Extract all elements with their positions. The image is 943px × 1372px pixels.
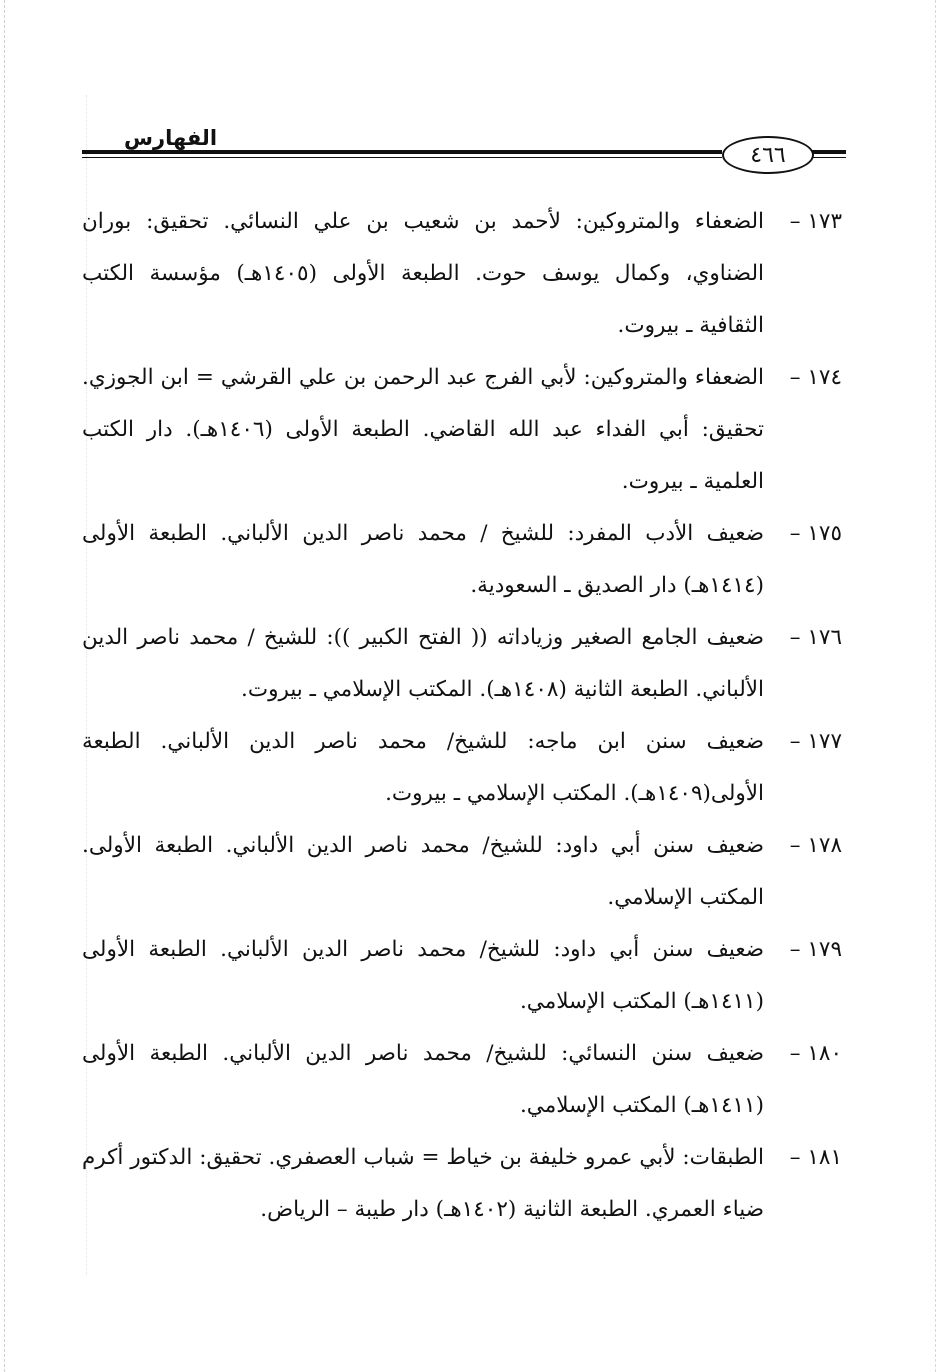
- header-rule-thin: [82, 157, 722, 158]
- entry-text: ضعيف سنن النسائي: للشيخ/ محمد ناصر الدين الألباني. الطبعة الأولى (١٤١١هـ) المكتب الإسلامي.: [82, 1041, 764, 1118]
- entry-text: ضعيف الجامع الصغير وزياداته (( الفتح الكبير )): للشيخ / محمد ناصر الدين الألباني. الطبعة الثانية (١٤٠٨هـ). المكتب الإسلامي ـ بيروت.: [82, 625, 764, 702]
- list-item: [82, 508, 842, 612]
- header-rule-thick: [82, 150, 722, 154]
- list-item: [82, 820, 842, 924]
- bibliography-list: [82, 196, 842, 1236]
- list-item: [82, 612, 842, 716]
- entry-number: ١٧٦ –: [789, 625, 842, 650]
- entry-text: ضعيف سنن أبي داود: للشيخ/ محمد ناصر الدين الألباني. الطبعة الأولى. المكتب الإسلامي.: [82, 833, 764, 910]
- scan-edge-left: [4, 0, 6, 1372]
- list-item: [82, 1132, 842, 1236]
- page-number: ٤٦٦: [750, 142, 786, 168]
- entry-number: ١٧٣ –: [789, 209, 842, 234]
- page-header: [82, 122, 846, 192]
- entry-text: الضعفاء والمتروكين: لأبي الفرج عبد الرحمن بن علي القرشي = ابن الجوزي. تحقيق: أبي الفداء عبد الله القاضي. الطبعة الأولى (١٤٠٦هـ). دار الكتب العلمية ـ بيروت.: [82, 365, 764, 494]
- list-item: [82, 716, 842, 820]
- entry-number: ١٧٩ –: [789, 937, 842, 962]
- list-item: [82, 1028, 842, 1132]
- entry-text: ضعيف سنن أبي داود: للشيخ/ محمد ناصر الدين الألباني. الطبعة الأولى (١٤١١هـ) المكتب الإسلامي.: [82, 937, 764, 1014]
- page-number-badge: [722, 136, 814, 174]
- entry-text: الطبقات: لأبي عمرو خليفة بن خياط = شباب العصفري. تحقيق: الدكتور أكرم ضياء العمري. الطبعة الثانية (١٤٠٢هـ) دار طيبة – الرياض.: [82, 1145, 764, 1222]
- list-item: [82, 924, 842, 1028]
- entry-number: ١٨١ –: [789, 1145, 842, 1170]
- header-title: الفهارس: [124, 126, 218, 150]
- entry-number: ١٨٠ –: [789, 1041, 842, 1066]
- entry-number: ١٧٧ –: [789, 729, 842, 754]
- header-rule-right-thick: [812, 150, 846, 154]
- list-item: [82, 196, 842, 352]
- entry-number: ١٧٨ –: [789, 833, 842, 858]
- entry-text: الضعفاء والمتروكين: لأحمد بن شعيب بن علي النسائي. تحقيق: بوران الضناوي، وكمال يوسف حوت. الطبعة الأولى (١٤٠٥هـ) مؤسسة الكتب الثقافية ـ بيروت.: [82, 209, 764, 338]
- scan-edge-right: [935, 0, 937, 1372]
- list-item: [82, 352, 842, 508]
- entry-text: ضعيف سنن ابن ماجه: للشيخ/ محمد ناصر الدين الألباني. الطبعة الأولى(١٤٠٩هـ). المكتب الإسلامي ـ بيروت.: [82, 729, 764, 806]
- header-rule-right-thin: [812, 157, 846, 158]
- entry-number: ١٧٥ –: [789, 521, 842, 546]
- entry-number: ١٧٤ –: [789, 365, 842, 390]
- entry-text: ضعيف الأدب المفرد: للشيخ / محمد ناصر الدين الألباني. الطبعة الأولى (١٤١٤هـ) دار الصديق ـ السعودية.: [82, 521, 764, 598]
